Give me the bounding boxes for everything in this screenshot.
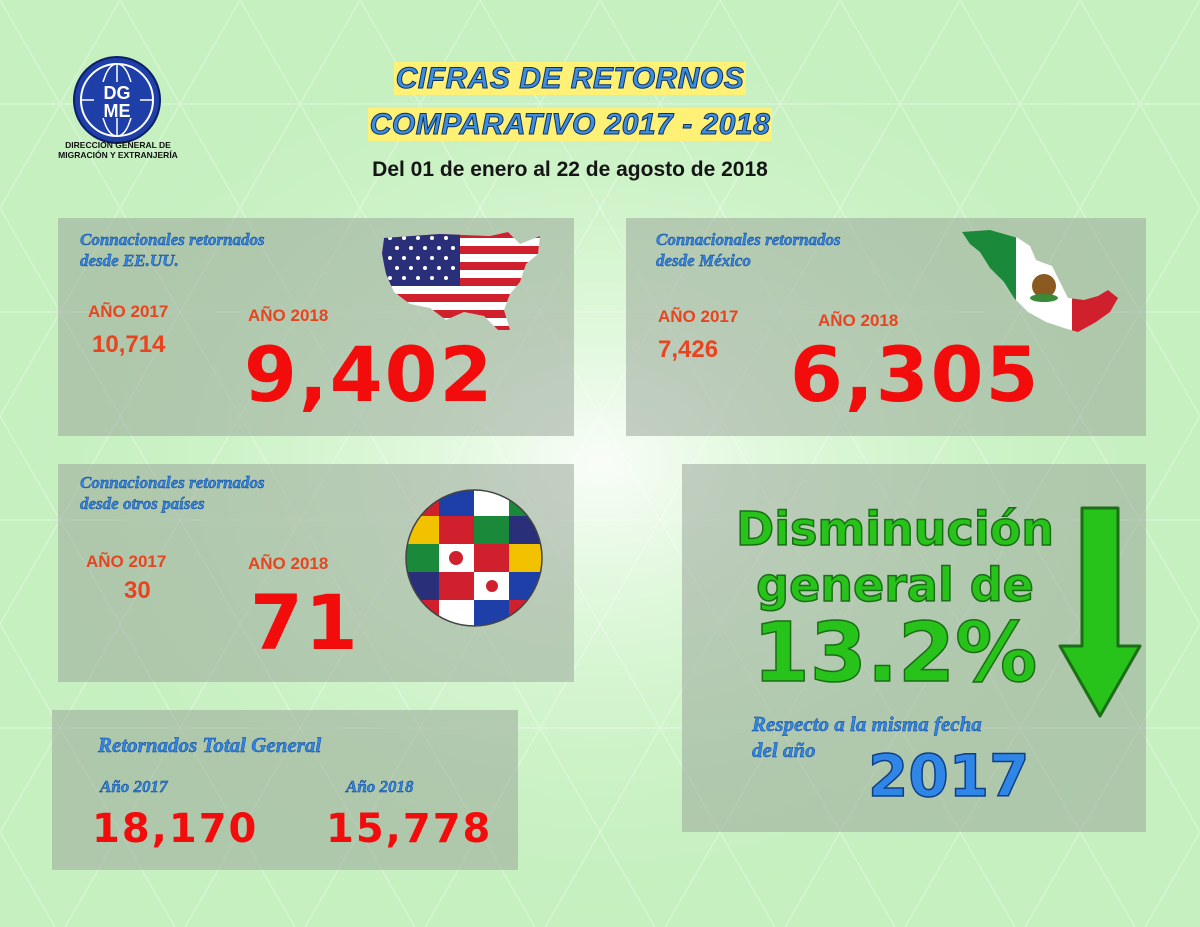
others-heading-line2: desde otros países bbox=[80, 494, 205, 513]
others-heading-line1: Connacionales retornados bbox=[80, 473, 265, 492]
usa-heading-line1: Connacionales retornados bbox=[80, 230, 265, 249]
usa-heading bbox=[80, 229, 265, 271]
mexico-flag-map-icon bbox=[960, 226, 1130, 346]
mexico-label-2017: AÑO 2017 bbox=[658, 307, 739, 326]
mexico-value-2018: 6,305 bbox=[790, 330, 1041, 419]
total-label-2017: Año 2017 bbox=[100, 777, 168, 796]
mexico-heading-line1: Connacionales retornados bbox=[656, 230, 841, 249]
others-value-2018: 71 bbox=[250, 578, 360, 667]
total-label-2018: Año 2018 bbox=[346, 777, 414, 796]
others-label-2018: AÑO 2018 bbox=[248, 554, 329, 573]
total-value-2018: 15,778 bbox=[326, 806, 493, 852]
usa-heading-line2: desde EE.UU. bbox=[80, 251, 179, 270]
total-value-2017: 18,170 bbox=[92, 806, 259, 852]
usa-label-2017: AÑO 2017 bbox=[88, 302, 169, 321]
dgme-logo bbox=[72, 55, 162, 145]
others-value-2017: 30 bbox=[124, 577, 151, 604]
decrease-line1: Disminución bbox=[736, 502, 1054, 556]
decrease-reference-year: 2017 bbox=[868, 742, 1030, 810]
usa-flag-map-icon bbox=[380, 230, 545, 336]
world-flags-globe-icon bbox=[404, 488, 544, 628]
others-heading bbox=[80, 472, 265, 514]
logo-caption bbox=[48, 140, 188, 160]
page-title-line1 bbox=[270, 62, 870, 96]
mexico-label-2018: AÑO 2018 bbox=[818, 311, 899, 330]
title-line1-text: CIFRAS DE RETORNOS bbox=[395, 62, 745, 95]
usa-value-2017: 10,714 bbox=[92, 331, 166, 358]
decrease-note-line1: Respecto a la misma fecha bbox=[752, 712, 982, 736]
logo-caption-line1: DIRECCIÓN GENERAL DE bbox=[65, 140, 171, 150]
date-range-subtitle: Del 01 de enero al 22 de agosto de 2018 bbox=[372, 158, 768, 181]
mexico-heading-line2: desde México bbox=[656, 251, 751, 270]
mexico-heading bbox=[656, 229, 841, 271]
page-title-line2 bbox=[270, 108, 870, 142]
logo-caption-line2: MIGRACIÓN Y EXTRANJERÍA bbox=[58, 150, 178, 160]
mexico-value-2017: 7,426 bbox=[658, 336, 719, 363]
down-arrow-icon bbox=[1058, 506, 1142, 718]
title-line2-text: COMPARATIVO 2017 - 2018 bbox=[369, 108, 771, 141]
others-label-2017: AÑO 2017 bbox=[86, 552, 167, 571]
decrease-line2: general de bbox=[756, 558, 1034, 612]
usa-label-2018: AÑO 2018 bbox=[248, 306, 329, 325]
decrease-note-line2: del año bbox=[752, 738, 816, 762]
usa-value-2018: 9,402 bbox=[244, 330, 495, 419]
svg-text:ME: ME bbox=[103, 101, 131, 121]
decrease-percent: 13.2% bbox=[752, 606, 1038, 701]
svg-text:DG: DG bbox=[103, 83, 131, 103]
total-heading: Retornados Total General bbox=[98, 733, 322, 757]
